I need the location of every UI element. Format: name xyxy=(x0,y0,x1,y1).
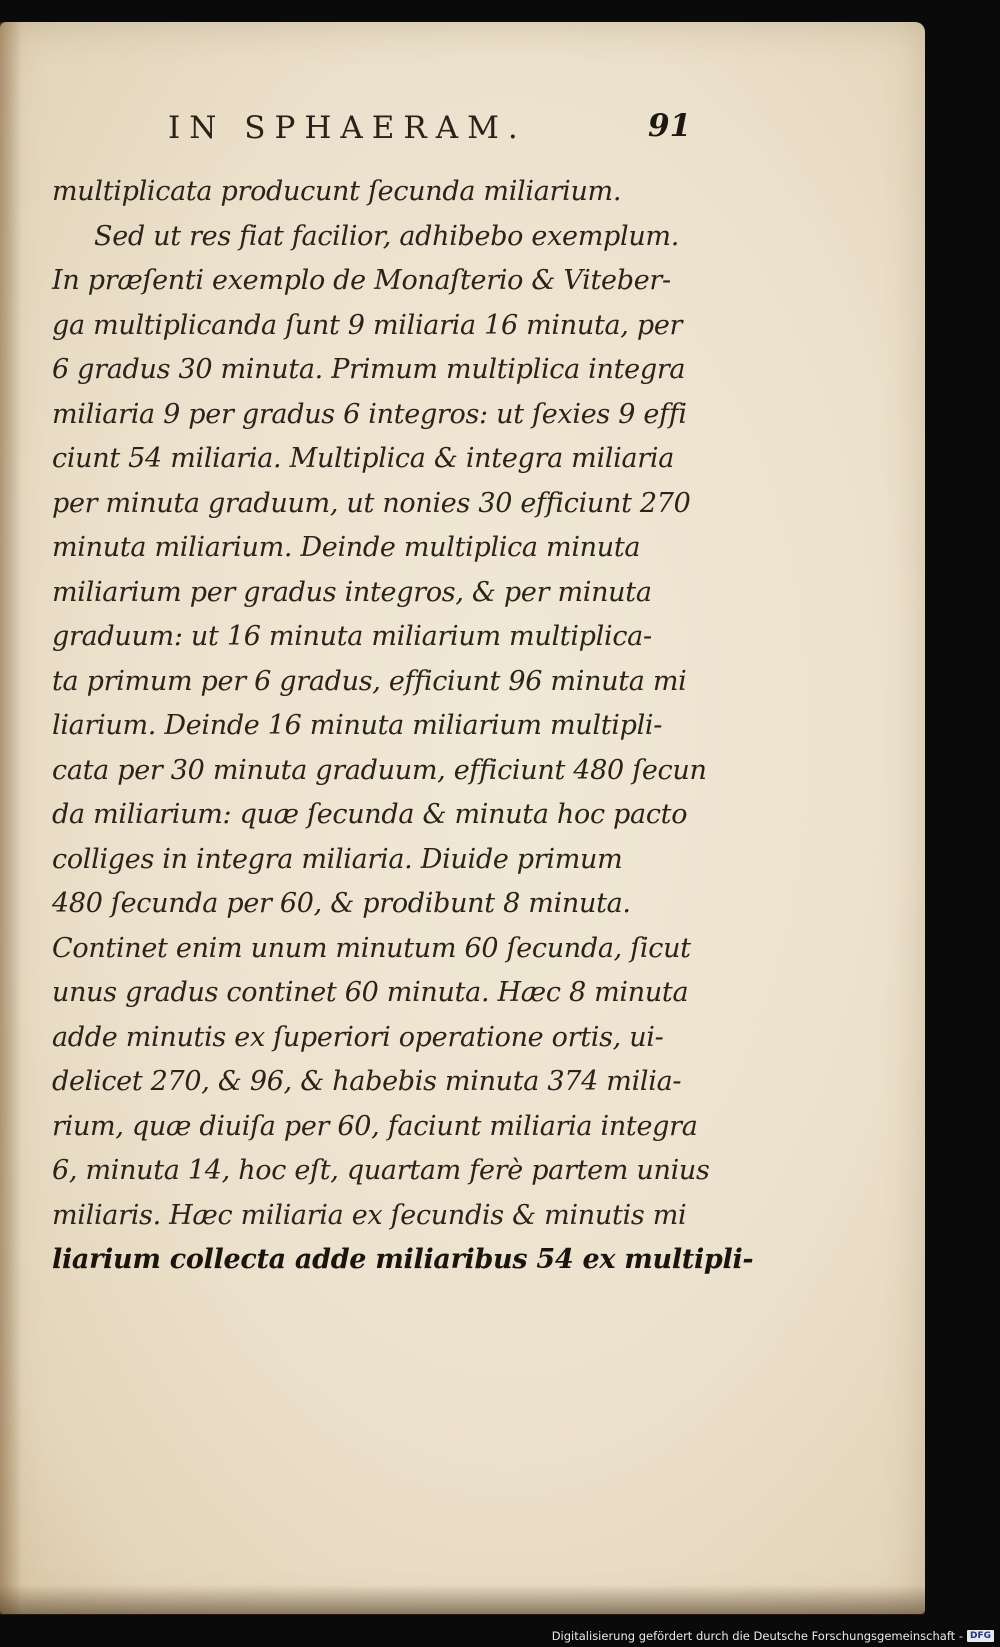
page-number: 91 xyxy=(648,108,692,144)
text-line: ga multiplicanda ſunt 9 miliaria 16 minuta, per xyxy=(52,309,683,341)
text-line: adde minutis ex ſuperiori operatione ortis, ui- xyxy=(52,1021,664,1053)
dfg-logo: DFG xyxy=(967,1630,994,1642)
text-line: liarium. Deinde 16 minuta miliarium multipli- xyxy=(52,710,663,741)
running-head: IN SPHAERAM. xyxy=(168,110,527,146)
text-line: Continet enim unum minutum 60 ſecunda, ſicut xyxy=(52,932,691,964)
text-line: miliaris. Hæc miliaria ex ſecundis & minutis mi xyxy=(52,1199,687,1231)
text-line: graduum: ut 16 minuta miliarium multiplica- xyxy=(52,621,652,652)
text-line: miliaria 9 per gradus 6 integros: ut ſexies 9 effi xyxy=(52,398,687,430)
text-line: liarium collecta adde miliaribus 54 ex multipli- xyxy=(52,1244,754,1275)
text-line: per minuta graduum, ut nonies 30 efficiunt 270 xyxy=(52,487,691,519)
text-line: In præſenti exemplo de Monaſterio & Viteber- xyxy=(52,265,671,296)
text-line: delicet 270, & 96, & habebis minuta 374 milia- xyxy=(52,1066,682,1097)
text-line: ciunt 54 miliaria. Multiplica & integra miliaria xyxy=(52,443,675,474)
text-line: 6, minuta 14, hoc eſt, quartam ferè partem unius xyxy=(52,1155,710,1186)
text-line: Sed ut res fiat facilior, adhibebo exemplum. xyxy=(94,220,679,252)
text-line: unus gradus continet 60 minuta. Hæc 8 minuta xyxy=(52,977,689,1008)
text-line: miliarium per gradus integros, & per minuta xyxy=(52,576,652,608)
page-edge-shading xyxy=(0,22,22,1614)
funding-footer xyxy=(552,1629,994,1643)
text-line: colliges in integra miliaria. Diuide primum xyxy=(52,843,623,875)
text-line: cata per 30 minuta graduum, efficiunt 480 ſecun xyxy=(52,754,707,786)
text-line: ta primum per 6 gradus, efficiunt 96 minuta mi xyxy=(52,665,687,697)
page-bottom-shading xyxy=(0,1585,925,1615)
text-line: 480 ſecunda per 60, & prodibunt 8 minuta. xyxy=(52,888,631,919)
text-line: minuta miliarium. Deinde multiplica minuta xyxy=(52,532,641,563)
text-line: rium, quæ diuiſa per 60, faciunt miliaria integra xyxy=(52,1110,698,1142)
funding-credit: Digitalisierung gefördert durch die Deutsche Forschungsgemeinschaft - xyxy=(551,1629,963,1643)
body-text xyxy=(52,170,754,1283)
text-line: da miliarium: quæ ſecunda & minuta hoc pacto xyxy=(52,799,688,830)
text-line: 6 gradus 30 minuta. Primum multiplica integra xyxy=(52,354,686,385)
text-line: multiplicata producunt ſecunda miliarium. xyxy=(52,176,622,207)
